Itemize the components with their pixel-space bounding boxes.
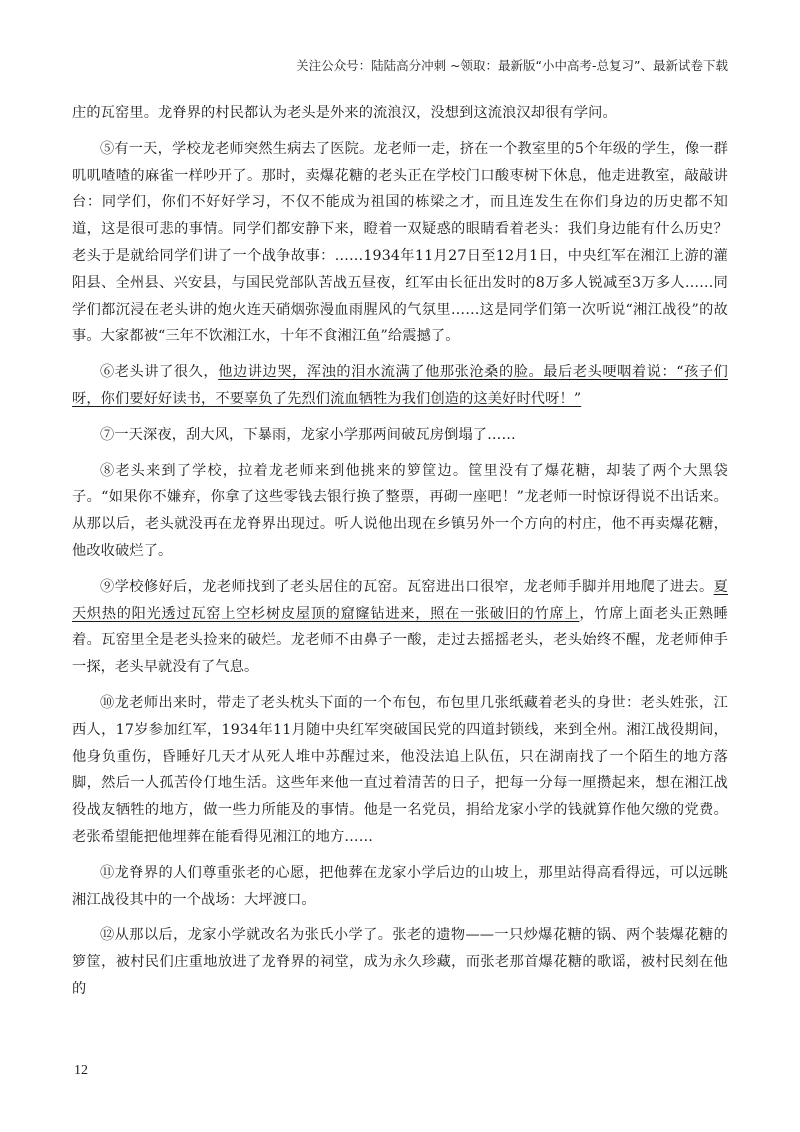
paragraph-5: ⑤有一天，学校龙老师突然生病去了医院。龙老师一走，挤在一个教室里的5个年级的学生，像一群叽叽喳喳的麻雀一样吵开了。那时，卖爆花糖的老头正在学校门口酸枣树下休息，他走进教室，敲敲讲台：同学们，你们不好好学习，不仅不能成为祖国的栋梁之才，而且连发生在你们身边的历史都不知道，这是很可悲的事情。同学们都安静下来，瞪着一双疑惑的眼睛看着老头：我们身边能有什么历史？老头于是就给同学们讲了一个战争故事：……1934年11月27日至12月1日，中央红军在湘江上游的灌阳县、全州县、兴安县，与国民党部队苦战五昼夜，红军由长征出发时的8万多人锐减至3万多人……同学们都沉浸在老头讲的炮火连天硝烟弥漫血雨腥风的气氛里……这是同学们第一次听说“湘江战役”的故事。大家都被“三年不饮湘江水，十年不食湘江鱼”给震撼了。 <box>72 140 728 345</box>
paragraph-9 <box>72 574 728 681</box>
paragraph-7: ⑦一天深夜，刮大风，下暴雨，龙家小学那两间破瓦房倒塌了…… <box>100 426 516 443</box>
page-header: 关注公众号：陆陆高分冲刺 ~领取：最新版“小中高考-总复习”、最新试卷下载 <box>296 58 728 73</box>
paragraph-10: ⑩龙老师出来时，带走了老头枕头下面的一个布包，布包里几张纸藏着老头的身世：老头姓张，江西人，17岁参加红军，1934年11月随中央红军突破国民党的四道封锁线，来到全州。湘江战役期间，他身负重伤，昏睡好几天才从死人堆中苏醒过来，他没法追上队伍，只在湖南找了一个陌生的地方落脚，然后一人孤苦伶仃地生活。这些年来他一直过着清苦的日子，把每一分每一厘攒起来，想在湘江战役战友牺牲的地方，做一些力所能及的事情。他是一名党员，捐给龙家小学的钱就算作他欠缴的党费。老张希望能把他埋葬在能看得见湘江的地方…… <box>72 694 728 845</box>
page-number: 12 <box>74 1063 88 1078</box>
paragraph-6-plain: ⑥老头讲了很久， <box>100 364 219 381</box>
paragraph-9-plain-start: ⑨学校修好后，龙老师找到了老头居住的瓦窑。瓦窑进出口很窄，龙老师手脚并用地爬了进去。 <box>100 578 714 595</box>
paragraph-11: ⑪龙脊界的人们尊重张老的心愿，把他葬在龙家小学后边的山坡上，那里站得高看得远，可以远眺湘江战役其中的一个战场：大坪渡口。 <box>72 864 728 908</box>
paragraph-6 <box>72 359 728 413</box>
paragraph-12: ⑫从那以后，龙家小学就改名为张氏小学了。张老的遗物——一只炒爆花糖的锅、两个装爆花糖的箩筐，被村民们庄重地放进了龙脊界的祠堂，成为永久珍藏，而张老那首爆花糖的歌谣，被村民刻在他的 <box>72 927 728 997</box>
paragraph-9-underlined: 夏天炽热的阳光透过瓦窑上空杉树皮屋顶的窟窿钻进来，照在一张破旧的竹席上 <box>72 578 728 622</box>
article-body <box>72 100 728 1012</box>
paragraph-6-underlined: 他边讲边哭，浑浊的泪水流满了他那张沧桑的脸。最后老头哽咽着说：“孩子们呀，你们要好好读书，不要辜负了先烈们流血牺牲为我们创造的这美好时代呀！” <box>72 364 728 407</box>
paragraph-9-plain-end: ，竹席上面老头正熟睡着。瓦窑里全是老头捡来的破烂。龙老师不由鼻子一酸，走过去摇摇老头，老头始终不醒，龙老师伸手一探，老头早就没有了气息。 <box>72 605 728 676</box>
paragraph-continued: 庄的瓦窑里。龙脊界的村民都认为老头是外来的流浪汉，没想到这流浪汉却很有学问。 <box>72 105 617 121</box>
paragraph-8: ⑧老头来到了学校，拉着龙老师来到他挑来的箩筐边。筐里没有了爆花糖，却装了两个大黑袋子。“如果你不嫌弃，你拿了这些零钱去银行换了整票，再砌一座吧！”龙老师一时惊讶得说不出话来。从那以后，老头就没再在龙脊界出现过。听人说他出现在乡镇另外一个方向的村庄，他不再卖爆花糖，他改收破烂了。 <box>72 462 728 559</box>
